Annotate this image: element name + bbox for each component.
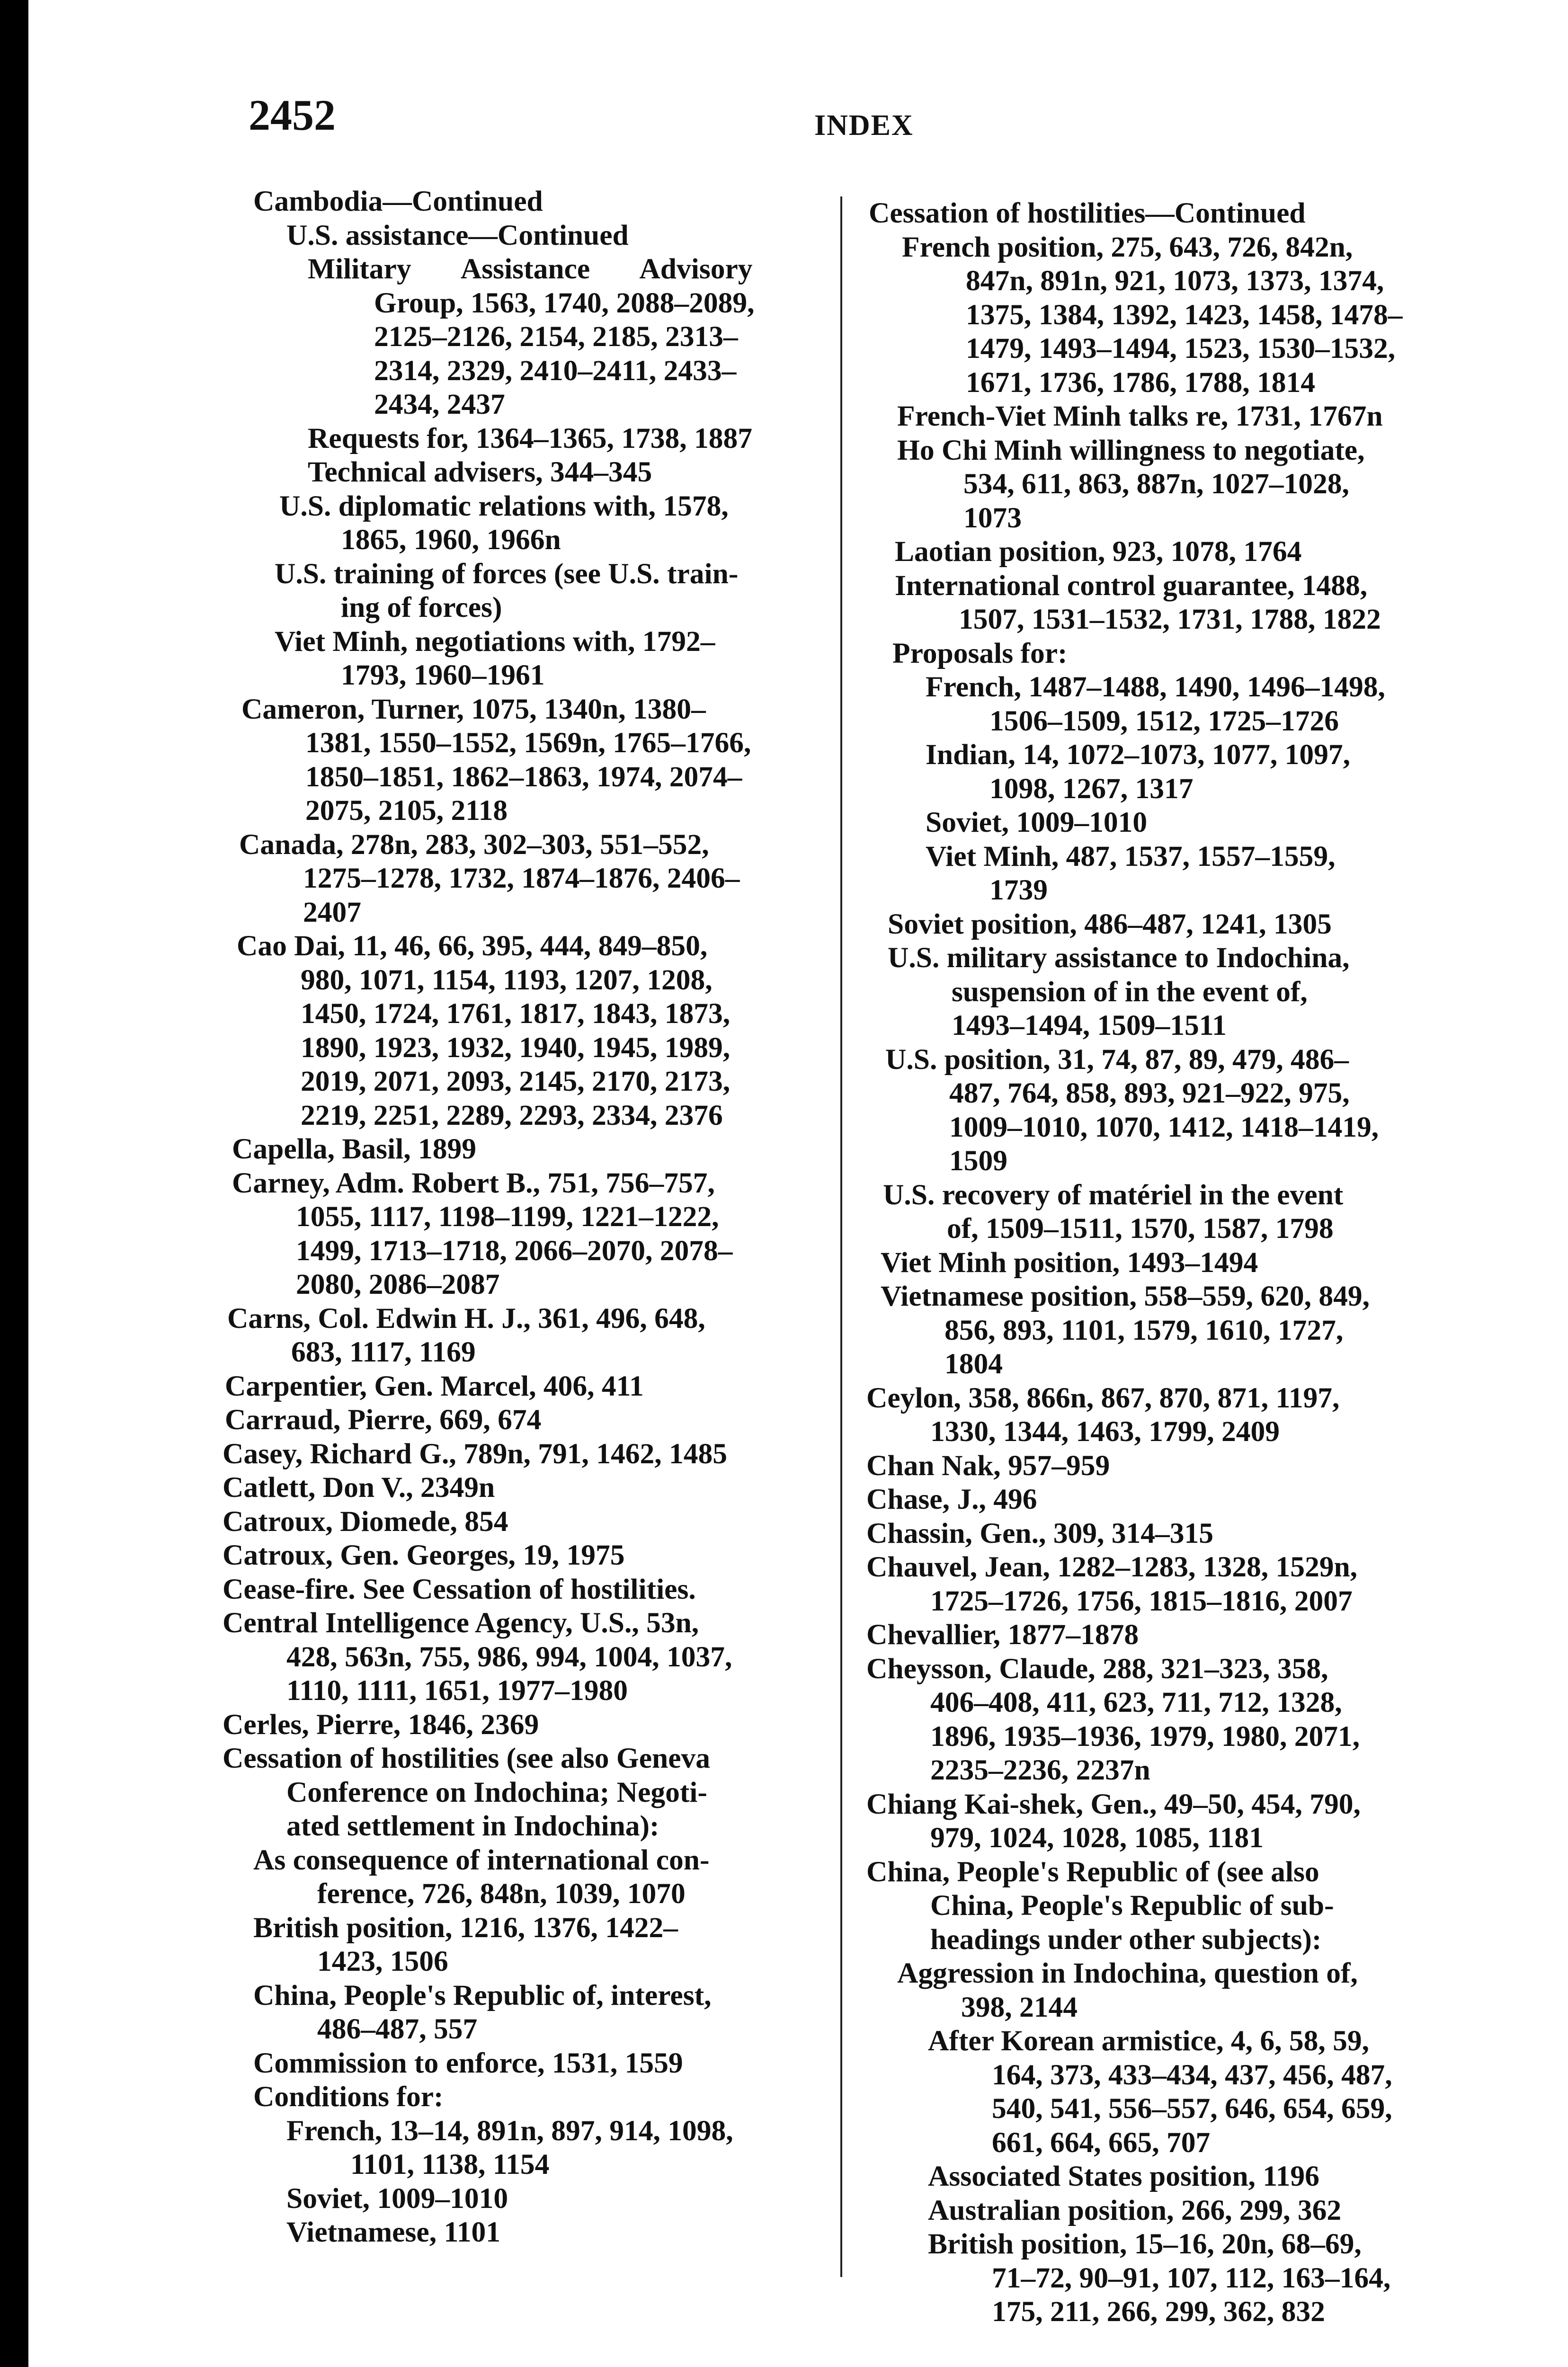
index-line: 540, 541, 556–557, 646, 654, 659, — [992, 2092, 1392, 2125]
index-line: 979, 1024, 1028, 1085, 1181 — [930, 1822, 1264, 1854]
index-line: 428, 563n, 755, 986, 994, 1004, 1037, — [286, 1640, 732, 1673]
index-line: Ho Chi Minh willingness to negotiate, — [897, 434, 1365, 466]
index-line: ference, 726, 848n, 1039, 1070 — [317, 1878, 686, 1910]
index-line: 1423, 1506 — [317, 1945, 448, 1977]
index-line: British position, 15–16, 20n, 68–69, — [928, 2228, 1362, 2260]
index-line: Aggression in Indochina, question of, — [897, 1957, 1358, 1989]
index-column-left — [223, 185, 852, 2250]
index-line: ing of forces) — [341, 591, 502, 623]
index-line: Proposals for: — [892, 637, 1068, 669]
index-line: 1506–1509, 1512, 1725–1726 — [989, 704, 1339, 737]
index-line: 2125–2126, 2154, 2185, 2313– — [374, 320, 738, 353]
index-line: 406–408, 411, 623, 711, 712, 1328, — [930, 1686, 1342, 1718]
index-line: French, 13–14, 891n, 897, 914, 1098, — [286, 2114, 733, 2147]
index-line: 2434, 2437 — [374, 388, 505, 420]
index-line: 175, 211, 266, 299, 362, 832 — [992, 2296, 1325, 2328]
index-line: Cease-fire. See Cessation of hostilities. — [223, 1573, 696, 1605]
index-line: Requests for, 1364–1365, 1738, 1887 — [308, 422, 753, 454]
index-line: Military Assistance Advisory — [308, 253, 753, 285]
index-line: U.S. position, 31, 74, 87, 89, 479, 486– — [885, 1043, 1349, 1076]
index-column-right — [866, 196, 1496, 2329]
index-line: Vietnamese position, 558–559, 620, 849, — [881, 1280, 1370, 1312]
index-line: Central Intelligence Agency, U.S., 53n, — [223, 1607, 699, 1639]
index-line: 71–72, 90–91, 107, 112, 163–164, — [992, 2261, 1391, 2294]
index-line: Cerles, Pierre, 1846, 2369 — [223, 1708, 539, 1741]
index-line: Soviet, 1009–1010 — [286, 2182, 508, 2215]
index-line: headings under other subjects): — [930, 1923, 1322, 1956]
index-line: 1098, 1267, 1317 — [989, 772, 1194, 805]
index-line: China, People's Republic of (see also — [866, 1855, 1319, 1888]
index-line: 2314, 2329, 2410–2411, 2433– — [374, 354, 737, 387]
index-line: As consequence of international con- — [253, 1843, 710, 1876]
index-line: Catroux, Gen. Georges, 19, 1975 — [223, 1539, 625, 1571]
index-line: Capella, Basil, 1899 — [232, 1133, 476, 1165]
index-line: Chan Nak, 957–959 — [866, 1449, 1110, 1482]
index-line: U.S. recovery of matériel in the event — [883, 1178, 1344, 1211]
index-line: 1850–1851, 1862–1863, 1974, 2074– — [305, 760, 742, 793]
index-line: 1725–1726, 1756, 1815–1816, 2007 — [930, 1584, 1353, 1617]
index-line: Cambodia—Continued — [253, 185, 543, 217]
scan-edge — [0, 0, 28, 2367]
index-line: Cameron, Turner, 1075, 1340n, 1380– — [241, 693, 706, 725]
index-line: Chassin, Gen., 309, 314–315 — [866, 1517, 1213, 1549]
index-line: Catlett, Don V., 2349n — [223, 1471, 495, 1504]
index-line: International control guarantee, 1488, — [895, 569, 1368, 602]
index-line: Carraud, Pierre, 669, 674 — [225, 1404, 542, 1436]
index-line: 856, 893, 1101, 1579, 1610, 1727, — [944, 1314, 1344, 1346]
index-line: 1739 — [989, 874, 1048, 906]
index-line: China, People's Republic of, interest, — [253, 1979, 712, 2011]
index-line: 847n, 891n, 921, 1073, 1373, 1374, — [966, 265, 1384, 297]
index-line: U.S. diplomatic relations with, 1578, — [279, 489, 729, 522]
index-line: 1009–1010, 1070, 1412, 1418–1419, — [949, 1111, 1379, 1143]
index-line: 1509 — [949, 1145, 1007, 1177]
index-line: 1055, 1117, 1198–1199, 1221–1222, — [296, 1201, 719, 1233]
index-line: 1073 — [963, 501, 1022, 534]
index-line: 1793, 1960–1961 — [341, 659, 545, 691]
index-line: 1450, 1724, 1761, 1817, 1843, 1873, — [301, 997, 731, 1030]
index-line: 2075, 2105, 2118 — [305, 794, 508, 827]
index-line: 1101, 1138, 1154 — [350, 2148, 550, 2180]
index-line: 2235–2236, 2237n — [930, 1754, 1150, 1786]
index-line: 164, 373, 433–434, 437, 456, 487, — [992, 2058, 1392, 2091]
index-line: 398, 2144 — [961, 1991, 1078, 2023]
index-line: 1375, 1384, 1392, 1423, 1458, 1478– — [966, 298, 1403, 331]
index-line: Cheysson, Claude, 288, 321–323, 358, — [866, 1652, 1328, 1685]
index-line: Chevallier, 1877–1878 — [866, 1619, 1139, 1651]
index-line: Australian position, 266, 299, 362 — [928, 2194, 1342, 2226]
index-line: Laotian position, 923, 1078, 1764 — [895, 535, 1302, 568]
page-number: 2452 — [249, 91, 336, 139]
index-line: 486–487, 557 — [317, 2013, 478, 2045]
index-line: Chauvel, Jean, 1282–1283, 1328, 1529n, — [866, 1551, 1358, 1583]
index-line: 980, 1071, 1154, 1193, 1207, 1208, — [301, 963, 713, 996]
index-line: U.S. assistance—Continued — [286, 219, 629, 251]
index-line: Viet Minh, 487, 1537, 1557–1559, — [926, 840, 1336, 872]
index-line: 487, 764, 858, 893, 921–922, 975, — [949, 1077, 1350, 1109]
index-line: Viet Minh position, 1493–1494 — [881, 1246, 1258, 1279]
index-line: Cessation of hostilities—Continued — [869, 197, 1306, 229]
index-line: of, 1509–1511, 1570, 1587, 1798 — [947, 1212, 1334, 1245]
index-line: Conditions for: — [253, 2081, 444, 2113]
index-line: Indian, 14, 1072–1073, 1077, 1097, — [926, 739, 1351, 771]
index-line: 1804 — [944, 1348, 1003, 1380]
index-line: 1499, 1713–1718, 2066–2070, 2078– — [296, 1234, 733, 1267]
index-line: ated settlement in Indochina): — [286, 1810, 659, 1842]
index-line: Soviet, 1009–1010 — [926, 806, 1148, 838]
index-line: Cao Dai, 11, 46, 66, 395, 444, 849–850, — [237, 930, 708, 962]
index-line: Catroux, Diomede, 854 — [223, 1505, 508, 1538]
index-line: Casey, Richard G., 789n, 791, 1462, 1485 — [223, 1437, 728, 1470]
index-line: French, 1487–1488, 1490, 1496–1498, — [926, 671, 1385, 703]
index-line: 1865, 1960, 1966n — [341, 524, 561, 556]
index-line: 1493–1494, 1509–1511 — [952, 1009, 1227, 1041]
index-line: U.S. military assistance to Indochina, — [888, 942, 1350, 974]
index-line: 683, 1117, 1169 — [291, 1336, 476, 1368]
index-line: 2407 — [303, 896, 361, 928]
index-line: 2219, 2251, 2289, 2293, 2334, 2376 — [301, 1099, 723, 1131]
index-line: Vietnamese, 1101 — [286, 2216, 501, 2248]
index-line: 1671, 1736, 1786, 1788, 1814 — [966, 366, 1315, 399]
index-line: 1330, 1344, 1463, 1799, 2409 — [930, 1415, 1280, 1448]
index-line: 661, 664, 665, 707 — [992, 2126, 1211, 2159]
index-line: 1381, 1550–1552, 1569n, 1765–1766, — [305, 727, 751, 759]
index-line: After Korean armistice, 4, 6, 58, 59, — [928, 2025, 1369, 2057]
index-line: Canada, 278n, 283, 302–303, 551–552, — [239, 828, 709, 861]
index-line: Carpentier, Gen. Marcel, 406, 411 — [225, 1370, 644, 1402]
index-line: Viet Minh, negotiations with, 1792– — [275, 625, 715, 658]
index-line: French-Viet Minh talks re, 1731, 1767n — [897, 400, 1383, 432]
page-title: INDEX — [814, 109, 914, 142]
index-line: Carns, Col. Edwin H. J., 361, 496, 648, — [227, 1302, 705, 1335]
index-line: French position, 275, 643, 726, 842n, — [902, 231, 1353, 263]
index-line: British position, 1216, 1376, 1422– — [253, 1911, 678, 1944]
index-line: Chiang Kai-shek, Gen., 49–50, 454, 790, — [866, 1788, 1361, 1820]
index-line: suspension of in the event of, — [952, 975, 1308, 1008]
index-line: Technical advisers, 344–345 — [308, 456, 652, 488]
index-line: 1890, 1923, 1932, 1940, 1945, 1989, — [301, 1031, 731, 1064]
index-line: Ceylon, 358, 866n, 867, 870, 871, 1197, — [866, 1381, 1340, 1414]
index-line: Commission to enforce, 1531, 1559 — [253, 2047, 683, 2079]
index-line: Chase, J., 496 — [866, 1483, 1037, 1515]
index-line: U.S. training of forces (see U.S. train- — [275, 557, 739, 590]
index-line: Group, 1563, 1740, 2088–2089, — [374, 286, 755, 319]
index-line: 1479, 1493–1494, 1523, 1530–1532, — [966, 332, 1396, 365]
index-line: Soviet position, 486–487, 1241, 1305 — [888, 908, 1332, 940]
index-line: 1110, 1111, 1651, 1977–1980 — [286, 1674, 628, 1707]
index-line: 2019, 2071, 2093, 2145, 2170, 2173, — [301, 1065, 731, 1097]
index-line: 1275–1278, 1732, 1874–1876, 2406– — [303, 862, 740, 894]
index-line: Associated States position, 1196 — [928, 2160, 1319, 2192]
index-line: 534, 611, 863, 887n, 1027–1028, — [963, 468, 1349, 500]
index-line: 2080, 2086–2087 — [296, 1268, 500, 1300]
index-line: Carney, Adm. Robert B., 751, 756–757, — [232, 1166, 715, 1199]
index-line: Conference on Indochina; Negoti- — [286, 1776, 707, 1808]
index-line: China, People's Republic of sub- — [930, 1889, 1334, 1922]
index-line: Cessation of hostilities (see also Geneva — [223, 1742, 711, 1774]
index-line: 1507, 1531–1532, 1731, 1788, 1822 — [959, 603, 1381, 635]
index-line: 1896, 1935–1936, 1979, 1980, 2071, — [930, 1720, 1360, 1753]
